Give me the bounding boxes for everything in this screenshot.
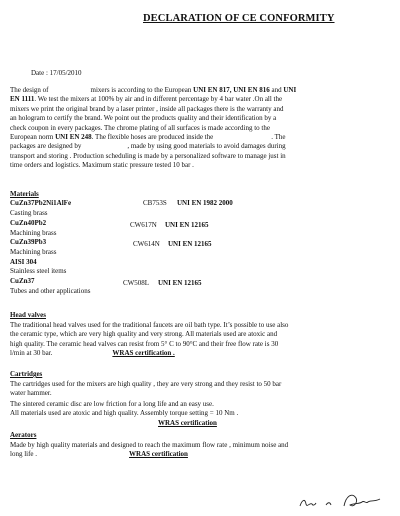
cartridges-line: All materials used are atoxic and high quality. Assembly torque setting = 10 Nm . xyxy=(10,409,239,418)
head-valves-heading: Head valves xyxy=(10,311,46,319)
intro-line-2: EN 1111. We test the mixers at 100% by air and in different percentage by 4 bar water .On all the xyxy=(10,95,283,104)
intro-line-9: time orders and logistics. Maximum static pressure tested 10 bar . xyxy=(10,161,194,170)
intro-line-4: an hologram to certify the brand. We point out the products quality and their identification by a xyxy=(10,114,277,123)
material-alloy: CuZn39Pb3 xyxy=(10,238,47,246)
intro-paragraph xyxy=(10,86,392,171)
cartridges-text xyxy=(10,380,392,428)
signature xyxy=(296,490,386,512)
materials-heading: Materials xyxy=(10,190,39,198)
aerators-text xyxy=(10,441,392,460)
head-valves-line: high quality. The ceramic head valves can resist from 5° C to 90°C and their free flow rate is 30 xyxy=(10,339,279,348)
cartridges-heading: Cartridges xyxy=(10,370,43,378)
head-valves-line: The traditional head valves used for the traditional faucets are oil bath type. It’s possible to use also xyxy=(10,321,289,329)
material-code: CW614N xyxy=(133,240,160,248)
material-code: CW617N xyxy=(130,221,157,229)
cartridges-line: The sintered ceramic disc are low friction for a long life and an easy use. xyxy=(10,399,214,408)
aerators-heading: Aerators xyxy=(10,431,37,439)
material-alloy: CuZn37 xyxy=(10,277,35,285)
material-use: Machining brass xyxy=(10,229,57,237)
material-alloy: CuZn40Pb2 xyxy=(10,219,47,227)
material-use: Tubes and other applications xyxy=(10,287,91,295)
material-norm: UNI EN 12165 xyxy=(165,221,209,229)
head-valves-line: the ceramic type, which are very high quality and very strong. All materials used are atoxic and xyxy=(10,330,278,339)
material-code: CW508L xyxy=(123,279,150,287)
material-code: CB753S xyxy=(143,199,167,207)
intro-line-3: mixers we print the original brand by a laser printer , inside all packages there is the warranty and xyxy=(10,104,284,113)
material-norm: UNI EN 12165 xyxy=(168,240,212,248)
cartridges-line: water hammer. xyxy=(10,389,52,398)
wras-certification: WRAS certification xyxy=(158,418,217,427)
intro-line-7: packages are designed by , made by using good materials to avoid damages during xyxy=(10,142,286,151)
material-norm: UNI EN 12165 xyxy=(158,279,202,287)
material-norm: UNI EN 1982 2000 xyxy=(177,199,233,207)
intro-line-6: European norm UNI EN 248. The flexible hoses are produced inside the . The xyxy=(10,133,286,142)
document-date: Date : 17/05/2010 xyxy=(31,69,82,77)
cartridges-line: The cartridges used for the mixers are high quality , they are very strong and they resist to 50 bar xyxy=(10,380,282,388)
material-use: Casting brass xyxy=(10,209,48,217)
head-valves-text xyxy=(10,321,392,359)
aerators-line: Made by high quality materials and designed to reach the maximum flow rate , minimum noise and xyxy=(10,441,289,449)
cartridges-cert-line xyxy=(10,419,392,428)
aerators-line: long life . WRAS certification xyxy=(10,450,188,459)
wras-certification: WRAS certification xyxy=(129,450,188,459)
intro-line-1: The design of mixers is according to the European UNI EN 817, UNI EN 816 and UNI xyxy=(10,86,297,94)
material-use: Stainless steel items xyxy=(10,267,67,275)
material-use: Machining brass xyxy=(10,248,57,256)
material-alloy: CuZn37Pb2Ni1AlFe xyxy=(10,199,72,207)
document-title: DECLARATION OF CE CONFORMITY xyxy=(143,13,335,24)
intro-line-5: check coupon in every packages. The chrome plating of all surfaces is made according to the xyxy=(10,123,270,132)
head-valves-line: l/min at 30 bar. WRAS certification . xyxy=(10,349,175,358)
wras-certification: WRAS certification . xyxy=(112,349,175,358)
intro-line-8: transport and storing . Production scheduling is made by a personalized software to manage just in xyxy=(10,151,286,160)
material-alloy: AISI 304 xyxy=(10,258,37,266)
